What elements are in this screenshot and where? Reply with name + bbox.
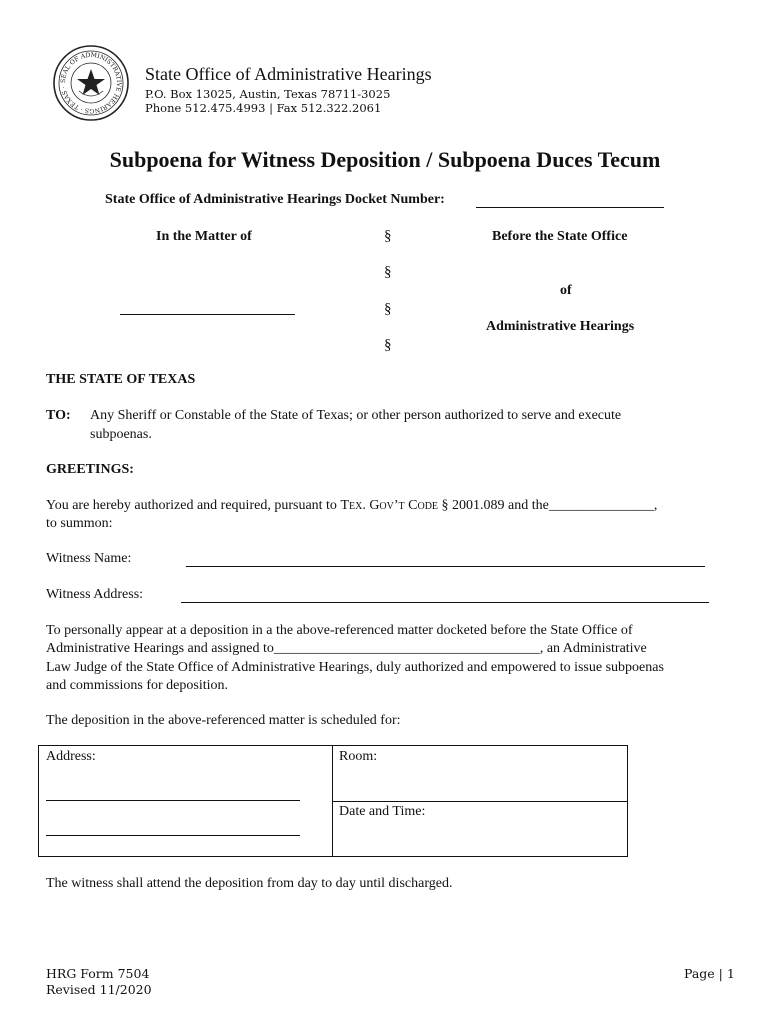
page-number <box>684 966 735 981</box>
document-title: Subpoena for Witness Deposition / Subpoena Duces Tecum <box>109 147 661 172</box>
to-text-line-2: subpoenas. <box>90 427 152 442</box>
witness-name-label: Witness Name: <box>46 551 132 566</box>
section-symbol: § <box>384 301 392 317</box>
appear-line-4: and commissions for deposition. <box>46 678 228 693</box>
org-address: P.O. Box 13025, Austin, Texas 78711-3025 <box>145 87 391 101</box>
section-symbol: § <box>384 337 392 353</box>
authorize-line-2: to summon: <box>46 516 113 531</box>
appear-line-1: To personally appear at a deposition in a the above-referenced matter docketed before the State Office of <box>46 623 633 638</box>
section-symbol: § <box>384 264 392 280</box>
section-symbol: § <box>384 228 392 244</box>
docket-number-field[interactable] <box>476 207 664 208</box>
state-heading: THE STATE OF TEXAS <box>46 372 196 387</box>
revised-date: Revised 11/2020 <box>46 982 152 997</box>
to-text-line-1: Any Sheriff or Constable of the State of Texas; or other person authorized to serve and execute <box>90 408 622 423</box>
caption-in-the-matter-of: In the Matter of <box>156 229 252 244</box>
address-field-line-1[interactable] <box>46 800 300 801</box>
form-number: HRG Form 7504 <box>46 966 150 981</box>
caption-before-the-state-office: Before the State Office <box>492 229 628 244</box>
address-label: Address: <box>46 749 96 764</box>
address-field-line-2[interactable] <box>46 835 300 836</box>
statute-citation: Tex. Gov’t Code <box>340 498 439 513</box>
seal-ring-text: SEAL OF ADMINISTRATIVE HEARINGS · TEXAS · <box>59 51 123 115</box>
caption-of: of <box>560 283 572 298</box>
matter-name-field[interactable] <box>120 314 295 315</box>
to-label: TO: <box>46 408 71 423</box>
page-label: Page | <box>684 966 727 981</box>
room-label: Room: <box>339 749 378 764</box>
appear-line-3: Law Judge of the State Office of Administrative Hearings, duly authorized and empowered to issue subpoenas <box>46 660 664 675</box>
witness-name-field[interactable] <box>186 566 705 567</box>
org-contact: Phone 512.475.4993 | Fax 512.322.2061 <box>145 101 382 115</box>
witness-address-label: Witness Address: <box>46 587 144 602</box>
authorize-suffix: § 2001.089 and the_______________, <box>438 498 658 513</box>
greetings-heading: GREETINGS: <box>46 462 134 477</box>
date-time-label: Date and Time: <box>339 804 426 819</box>
appear-line-2: Administrative Hearings and assigned to______________________________________, an Administrative <box>46 641 647 656</box>
texas-seal-icon <box>52 44 130 122</box>
authorize-line-1 <box>46 497 726 516</box>
caption-administrative-hearings: Administrative Hearings <box>486 319 635 334</box>
docket-label: State Office of Administrative Hearings Docket Number: <box>105 192 445 207</box>
page-number-value: 1 <box>726 966 735 981</box>
scheduled-text: The deposition in the above-referenced matter is scheduled for: <box>46 713 401 728</box>
schedule-box-divider <box>333 801 627 802</box>
authorize-prefix: You are hereby authorized and required, pursuant to <box>46 498 341 513</box>
org-name: State Office of Administrative Hearings <box>145 64 432 84</box>
attend-text: The witness shall attend the deposition from day to day until discharged. <box>46 876 453 891</box>
witness-address-field[interactable] <box>181 602 709 603</box>
